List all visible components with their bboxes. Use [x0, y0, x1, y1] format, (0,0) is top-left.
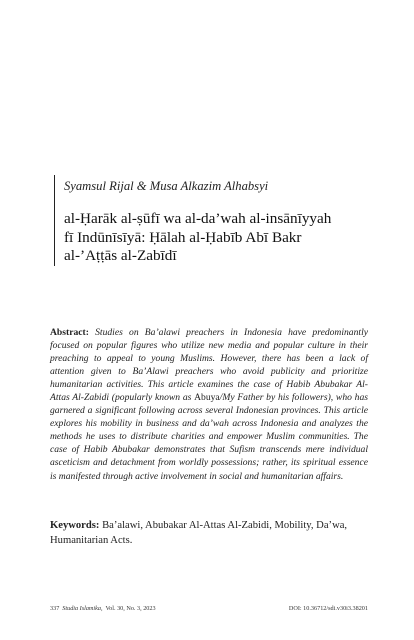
- article-title: [64, 210, 384, 266]
- title-line: fī Indūnīsīyā: Ḥālah al-Ḥabīb Abī Bakr: [64, 228, 302, 246]
- page-footer: [50, 605, 368, 613]
- page-number: 337: [50, 605, 60, 612]
- abstract-my-father: /My Father: [219, 392, 264, 404]
- keywords-text: Ba’alawi, Abubakar Al-Attas Al-Zabidi, Mobility, Da’wa, Humanitarian Acts.: [50, 520, 348, 546]
- title-line: al-’Aṭṭās al-Zabīdī: [64, 247, 177, 264]
- journal-volume: Vol. 30, No. 3, 2023: [105, 605, 156, 612]
- abstract: [50, 326, 368, 483]
- keywords-label: Keywords:: [50, 520, 100, 531]
- authors: Syamsul Rijal & Musa Alkazim Alhabsyi: [64, 179, 269, 193]
- abstract-abuya: Abuya: [194, 392, 220, 404]
- abstract-text-part2: by his followers), who has garnered a significant following across several Indonesian provinces. This article explores his mobility in business and da’wah across Indonesia and analyzes the methods he uses to distribute charities and empower Muslim communities. The case of Habib Abubakar demonstrates that Sufism transcends mere individual asceticism and detachment from worldly possessions; rather, its spiritual essence is manifested through active involvement in social and humanitarian affairs.: [50, 392, 368, 482]
- doi: DOI: 10.36712/sdi.v30i3.38201: [288, 605, 368, 612]
- journal-name: Studia Islamika,: [62, 605, 103, 612]
- keywords: [50, 519, 368, 548]
- title-line: al-Ḥarāk al-ṣūfī wa al-da’wah al-insānīyyah: [64, 210, 332, 227]
- abstract-text-part1: Studies on Ba’alawi preachers in Indonesia have predominantly focused on popular figures who utilize new media and popular culture in their preaching to appeal to young Muslims. However, there has been a lack of attention given to Ba’Alawi preachers who avoid publicity and prioritize humanitarian activities. This article examines the case of Habib Abubakar Al-Attas Al-Zabidi (popularly known as: [50, 327, 368, 404]
- footer-left: [50, 605, 159, 613]
- title-block: [54, 175, 384, 266]
- abstract-text: [50, 327, 368, 482]
- abstract-label: Abstract:: [50, 327, 89, 338]
